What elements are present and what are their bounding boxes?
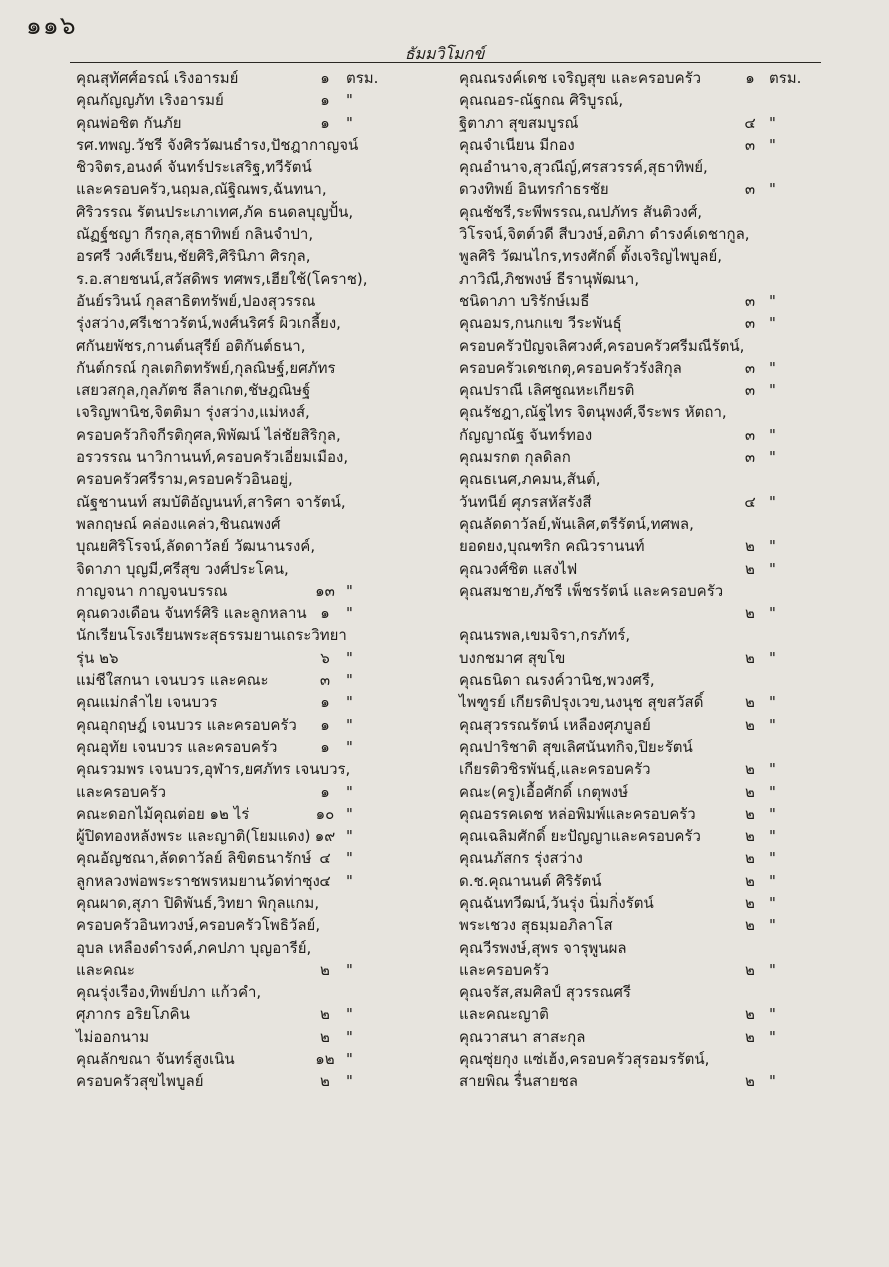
donor-name: ณัฏฐ์ชญา กีรกุล,สุธาทิพย์ กลินจำปา, <box>76 225 314 244</box>
donation-unit: ตรม. <box>346 69 379 87</box>
donor-name: พระเชวง สุธมฺมอภิลาโส <box>459 916 613 935</box>
donor-entry-row <box>459 379 829 401</box>
donor-name: คุณอุกฤษฎ์ เจนบวร และครอบครัว <box>76 715 297 734</box>
donor-entry-row <box>459 156 829 178</box>
donor-entry-row <box>76 335 448 357</box>
donor-entry-row <box>76 379 448 401</box>
donor-name: คุณฉันทวีฒน์,วันรุ่ง นิ่มกิ่งรัตน์ <box>459 893 654 912</box>
donation-amount: ๑ <box>320 69 330 87</box>
donor-name: กาญจนา กาญจนบรรณ <box>76 581 228 600</box>
donor-entry-row <box>459 758 829 780</box>
donation-amount: ๒ <box>745 1072 755 1091</box>
donation-amount: ๒ <box>745 537 755 556</box>
donor-entry-row <box>76 424 448 446</box>
donor-name: ภาวิณี,ภิชพงษ์ ธีรานุพัฒนา, <box>459 269 640 288</box>
donation-unit: " <box>346 693 353 712</box>
donation-unit: " <box>769 827 776 846</box>
donor-entry-row <box>76 714 448 736</box>
donation-amount: ๑ <box>320 782 330 801</box>
donor-name: คณะดอกไม้คุณต่อย ๑๒ ไร่ <box>76 804 250 823</box>
donor-name: รุ่น ๒๖ <box>76 648 119 667</box>
donor-list-left-column <box>76 67 448 1093</box>
donor-name: จิดาภา บุญมี,ศรีสุข วงศ์ประโคน, <box>76 559 289 578</box>
donor-name: วิโรจน์,จิตต์วดี สีบวงษ์,อติภา ดำรงค์เดชากูล, <box>459 225 750 244</box>
donation-unit: " <box>769 425 776 444</box>
donation-unit: " <box>346 782 353 801</box>
donation-unit: " <box>346 671 353 690</box>
donor-name: และครอบครัว <box>459 960 550 979</box>
donation-unit: " <box>346 91 353 110</box>
donor-name: คุณจำเนียน มีกอง <box>459 135 575 154</box>
donation-amount: ๑๐ <box>315 804 335 823</box>
donor-entry-row <box>76 847 448 869</box>
donor-entry-row <box>459 847 829 869</box>
donor-name: อรวรรณ นาวิกานนท์,ครอบครัวเอี่ยมเมือง, <box>76 448 349 467</box>
donor-entry-row <box>76 312 448 334</box>
donor-name: คุณนภัสกร รุ่งสว่าง <box>459 849 583 868</box>
donation-unit: ตรม. <box>769 69 802 87</box>
donation-unit: " <box>769 1005 776 1024</box>
donation-amount: ๓ <box>744 135 756 154</box>
donation-amount: ๓ <box>744 314 756 333</box>
donor-name: ไม่ออกนาม <box>76 1027 150 1046</box>
donation-unit: " <box>346 804 353 823</box>
donor-entry-row <box>76 535 448 557</box>
donor-name: คุณลักขณา จันทร์สูงเนิน <box>76 1050 235 1069</box>
donor-entry-row <box>76 1048 448 1070</box>
donor-name: คุณอำนาจ,สุวณีญ์,ศรสวรรค์,สุธาทิพย์, <box>459 158 708 177</box>
donor-entry-row <box>459 312 829 334</box>
donation-amount: ๓ <box>319 671 331 690</box>
donor-entry-row <box>76 892 448 914</box>
donor-name: คุณพ่อชิต กันภัย <box>76 113 182 132</box>
donor-entry-row <box>76 67 448 89</box>
donor-name: คุณณรงค์เดช เจริญสุข และครอบครัว <box>459 69 702 87</box>
donor-entry-row <box>459 401 829 423</box>
donation-unit: " <box>346 827 353 846</box>
donor-entry-row <box>76 268 448 290</box>
donor-name: นักเรียนโรงเรียนพระสุธรรมยานเถระวิทยา <box>76 626 347 645</box>
donor-name: ครอบครัวอินทวงษ์,ครอบครัวโพธิวัลย์, <box>76 916 321 935</box>
donor-entry-row <box>76 959 448 981</box>
donation-amount: ๓ <box>744 358 756 377</box>
donor-name: ศุภากร อริยโภคิน <box>76 1005 190 1024</box>
donor-name: ลูกหลวงพ่อพระราชพรหมยานวัดท่าซุง <box>76 871 320 890</box>
donation-amount: ๖ <box>320 648 330 667</box>
donation-unit: " <box>346 1005 353 1024</box>
donor-name: วันทนีย์ ศุภรสหัสรังสี <box>459 492 592 511</box>
donation-unit: " <box>769 604 776 623</box>
donor-entry-row <box>459 178 829 200</box>
donor-name: กัญญาณัฐ จันทร์ทอง <box>459 425 593 444</box>
donor-name: ไพฑูรย์ เกียรติปรุงเวข,นงนุช สุขสวัสดิ์ <box>459 693 704 712</box>
donation-amount: ๒ <box>320 1072 330 1091</box>
donation-unit: " <box>769 448 776 467</box>
donation-amount: ๒ <box>745 893 755 912</box>
donor-name: พลกฤษณ์ คล่องแคล่ว,ชินณพงศ์ <box>76 514 281 533</box>
donor-entry-row <box>459 223 829 245</box>
donation-unit: " <box>769 916 776 935</box>
donation-unit: " <box>346 581 353 600</box>
donor-name: คุณณอร-ณัฐกณ ศิริบูรณ์, <box>459 91 624 110</box>
donor-name: เจริญพานิช,จิตติมา รุ่งสว่าง,แม่หงส์, <box>76 403 310 422</box>
donation-unit: " <box>769 291 776 310</box>
donor-entry-row <box>459 669 829 691</box>
donor-name: รุ่งสว่าง,ศรีเชาวรัตน์,พงศ์นริศร์ ผิวเกลี้ยง, <box>76 314 341 333</box>
donor-entry-row <box>459 825 829 847</box>
donor-name: ศิริวรรณ รัตนประเภาเทศ,ภัค ธนดลบุญปั้น, <box>76 202 354 221</box>
donor-entry-row <box>76 981 448 1003</box>
donor-entry-row <box>76 558 448 580</box>
donation-unit: " <box>346 648 353 667</box>
donor-name: คุณดวงเดือน จันทร์ศิริ และลูกหลาน <box>76 604 307 623</box>
donor-entry-row <box>76 1026 448 1048</box>
donor-entry-row <box>76 1070 448 1092</box>
donor-name: ชิวจิตร,อนงค์ จันทร์ประเสริฐ,ทวีรัตน์ <box>76 158 312 177</box>
donation-amount: ๑๙ <box>314 827 336 846</box>
donor-entry-row <box>459 1026 829 1048</box>
donor-name: คุณอมร,กนกแข วีระพันธุ์ <box>459 314 622 333</box>
donor-name: คุณสมชาย,ภัชรี เพ็ชรรัตน์ และครอบครัว <box>459 581 724 600</box>
donor-name: ชนิดาภา บริรักษ์เมธี <box>459 291 590 310</box>
donor-entry-row <box>76 602 448 624</box>
donor-name: และคณะ <box>76 960 135 979</box>
donor-name: คุณสุทัศศ์อรณ์ เริงอารมย์ <box>76 69 239 87</box>
donor-name: คุณวาสนา สาสะกุล <box>459 1027 586 1046</box>
donor-entry-row <box>76 1003 448 1025</box>
donor-name: คณะ(ครู)เอื้อศักดิ์ เกตุพงษ์ <box>459 782 629 801</box>
donor-name: ยอดยง,บุณฑริก คณิวรานนท์ <box>459 537 645 556</box>
donation-unit: " <box>346 113 353 132</box>
donor-entry-row <box>459 691 829 713</box>
donation-unit: " <box>769 358 776 377</box>
donation-unit: " <box>769 648 776 667</box>
donor-name: คุณปราณี เลิศชูณหะเกียรติ <box>459 381 635 400</box>
donor-entry-row <box>459 647 829 669</box>
donation-amount: ๑ <box>320 715 330 734</box>
donation-unit: " <box>769 1072 776 1091</box>
donor-entry-row <box>459 803 829 825</box>
donation-unit: " <box>346 1072 353 1091</box>
donor-name: เสยวสกุล,กุลภัตช ลีลาเกต,ชัษฎณิษฐ์ <box>76 381 311 400</box>
donation-amount: ๒ <box>745 715 755 734</box>
donor-entry-row <box>76 914 448 936</box>
donation-unit: " <box>346 960 353 979</box>
donation-amount: ๒ <box>745 871 755 890</box>
donation-unit: " <box>769 113 776 132</box>
donor-entry-row <box>76 647 448 669</box>
donation-amount: ๒ <box>745 916 755 935</box>
donation-amount: ๑ <box>320 737 330 756</box>
donor-name: ร.อ.สายชนน์,สวัสดิพร ทศพร,เฮียใช้(โคราช), <box>76 269 368 288</box>
donor-name: ณัฐชานนท์ สมบัติอัญนนท์,สาริศา จารัตน์, <box>76 492 346 511</box>
donation-unit: " <box>346 849 353 868</box>
donor-entry-row <box>76 201 448 223</box>
donor-name: คุณมรกต กุลดิลก <box>459 448 571 467</box>
donation-amount: ๔ <box>744 113 756 132</box>
donation-unit: " <box>769 782 776 801</box>
donation-unit: " <box>346 604 353 623</box>
donation-unit: " <box>769 715 776 734</box>
donor-entry-row <box>76 178 448 200</box>
donor-name: ครอบครัวศรีราม,ครอบครัวอินอยู่, <box>76 470 293 489</box>
donor-entry-row <box>76 825 448 847</box>
donor-name: สายพิณ รื่นสายชล <box>459 1072 578 1091</box>
donation-amount: ๔ <box>744 492 756 511</box>
donation-unit: " <box>346 715 353 734</box>
donor-entry-row <box>459 892 829 914</box>
donor-name: คุณสุวรรณรัตน์ เหลืองศุภบูลย์ <box>459 715 651 734</box>
donor-entry-row <box>459 424 829 446</box>
donor-entry-row <box>459 714 829 736</box>
donor-entry-row <box>459 134 829 156</box>
donor-name: ศกันยพัชร,กานต์นสุรีย์ อติกันต์ธนา, <box>76 336 306 355</box>
donor-entry-row <box>459 112 829 134</box>
donor-entry-row <box>459 624 829 646</box>
donor-name: กันต์กรณ์ กุลเตกิตทรัพย์,กุลณิษฐ์,ยศภัทร <box>76 358 336 377</box>
donation-amount: ๒ <box>745 804 755 823</box>
donor-entry-row <box>459 513 829 535</box>
donor-entry-row <box>459 914 829 936</box>
donation-unit: " <box>769 804 776 823</box>
donor-entry-row <box>76 781 448 803</box>
donation-amount: ๒ <box>320 1005 330 1024</box>
donation-unit: " <box>769 871 776 890</box>
donor-name: คุณซุ่ยกุง แซ่เฮ้ง,ครอบครัวสุรอมรรัตน์, <box>459 1050 710 1069</box>
donor-name: และคณะญาติ <box>459 1005 549 1024</box>
donation-amount: ๓ <box>744 291 756 310</box>
donor-name: ครอบครัวสุขไพบูลย์ <box>76 1072 204 1091</box>
donor-name: คุณวีรพงษ์,สุพร จารุพูนผล <box>459 938 627 957</box>
donor-entry-row <box>76 134 448 156</box>
donation-unit: " <box>346 1027 353 1046</box>
donation-amount: ๓ <box>744 448 756 467</box>
donor-entry-row <box>459 1003 829 1025</box>
donor-entry-row <box>459 357 829 379</box>
donation-amount: ๒ <box>745 849 755 868</box>
donation-unit: " <box>769 760 776 779</box>
donor-name: ครอบครัวเดชเกตุ,ครอบครัวรังสิกุล <box>459 358 682 377</box>
donor-entry-row <box>76 112 448 134</box>
donor-entry-row <box>459 491 829 513</box>
donation-amount: ๓ <box>744 381 756 400</box>
donor-name: คุณลัดดาวัลย์,พันเลิศ,ตรีรัตน์,ทศพล, <box>459 514 694 533</box>
donation-unit: " <box>769 180 776 199</box>
donation-amount: ๒ <box>745 693 755 712</box>
donor-entry-row <box>459 1048 829 1070</box>
donor-name: คุณอุทัย เจนบวร และครอบครัว <box>76 737 278 756</box>
donor-name: คุณอัญชณา,ลัดดาวัลย์ ลิขิตธนารักษ์ <box>76 849 312 868</box>
donor-name: แม่ชีใสกนา เจนบวร และคณะ <box>76 671 269 690</box>
donation-unit: " <box>346 1050 353 1069</box>
donor-entry-row <box>459 870 829 892</box>
donor-entry-row <box>76 446 448 468</box>
donor-name: คุณปาริชาติ สุขเลิศนันทกิจ,ปิยะรัตน์ <box>459 737 693 756</box>
donation-unit: " <box>769 893 776 912</box>
donor-name: บุณยศิริโรจน์,ลัดดาวัลย์ วัฒนานรงค์, <box>76 537 316 556</box>
donation-amount: ๒ <box>745 782 755 801</box>
donor-entry-row <box>76 691 448 713</box>
donation-amount: ๒ <box>745 604 755 623</box>
donor-entry-row <box>76 736 448 758</box>
donor-name: คุณรวมพร เจนบวร,อุฬาร,ยศภัทร เจนบวร, <box>76 760 351 779</box>
donor-entry-row <box>76 290 448 312</box>
donor-name: คุณธนิดา ณรงค์วานิช,พวงศรี, <box>459 671 655 690</box>
donor-list-right-column <box>459 67 829 1093</box>
donor-entry-row <box>459 937 829 959</box>
donor-name: คุณรุ่งเรือง,ทิพย์ปภา แก้วคำ, <box>76 983 262 1002</box>
donation-amount: ๑๒ <box>315 1050 335 1069</box>
donation-unit: " <box>769 559 776 578</box>
donor-entry-row <box>76 401 448 423</box>
donor-name: ฐิตาภา สุขสมบูรณ์ <box>459 113 579 132</box>
donor-entry-row <box>459 268 829 290</box>
donor-entry-row <box>459 558 829 580</box>
header-rule <box>70 62 821 63</box>
donor-name: พูลศิริ วัฒนไกร,ทรงศักดิ์ ตั้งเจริญไพบูลย์, <box>459 247 723 266</box>
donor-entry-row <box>459 981 829 1003</box>
donation-amount: ๒ <box>745 559 755 578</box>
donor-name: และครอบครัว <box>76 782 167 801</box>
donor-entry-row <box>459 1070 829 1092</box>
donation-amount: ๓ <box>744 425 756 444</box>
donor-name: อันย์รวินน์ กุลสาธิตทรัพย์,ปองสุวรรณ <box>76 291 316 310</box>
donation-amount: ๒ <box>745 1027 755 1046</box>
donor-name: คุณจรัส,สมศิลป์ สุวรรณศรี <box>459 983 631 1002</box>
donor-entry-row <box>459 602 829 624</box>
donor-entry-row <box>76 357 448 379</box>
donation-amount: ๓ <box>744 180 756 199</box>
donor-name: ดวงทิพย์ อินทรกำธรชัย <box>459 180 609 199</box>
donor-name: ครอบครัวกิจกีรติกุศล,พิพัฒน์ ไล่ชัยสิริกุล, <box>76 425 341 444</box>
donation-amount: ๑ <box>745 69 755 87</box>
donation-amount: ๒ <box>745 1005 755 1024</box>
donor-entry-row <box>459 580 829 602</box>
donor-entry-row <box>76 245 448 267</box>
donor-name: คุณนรพล,เขมจิรา,กรภัทร์, <box>459 626 631 645</box>
donor-entry-row <box>459 446 829 468</box>
donor-name: คุณเฉลิมศักดิ์ ยะปัญญาและครอบครัว <box>459 827 701 846</box>
donor-entry-row <box>459 67 829 89</box>
donor-entry-row <box>76 491 448 513</box>
donation-unit: " <box>769 960 776 979</box>
donation-unit: " <box>769 381 776 400</box>
donor-entry-row <box>459 89 829 111</box>
donation-amount: ๑ <box>320 91 330 110</box>
donor-entry-row <box>76 89 448 111</box>
donor-entry-row <box>459 736 829 758</box>
donor-entry-row <box>459 535 829 557</box>
donor-name: อรศรี วงศ์เรียน,ชัยศิริ,ศิรินิภา ศิรกุล, <box>76 247 311 266</box>
donor-name: อุบล เหลืองดำรงค์,ภคปภา บุญอารีย์, <box>76 938 312 957</box>
donation-amount: ๔ <box>319 871 331 890</box>
donor-name: คุณธเนศ,ภคมน,สันต์, <box>459 470 601 489</box>
donor-entry-row <box>76 803 448 825</box>
donor-name: คุณอรรคเดช หล่อพิมพ์และครอบครัว <box>459 804 696 823</box>
donor-entry-row <box>76 669 448 691</box>
donation-unit: " <box>769 849 776 868</box>
donor-name: คุณแม่กลำไย เจนบวร <box>76 693 218 712</box>
donor-entry-row <box>76 223 448 245</box>
donor-entry-row <box>76 468 448 490</box>
donation-unit: " <box>769 135 776 154</box>
donor-name: คุณรัชฎา,ณัฐไทร จิตนุพงศ์,จีระพร หัตถา, <box>459 403 727 422</box>
donation-amount: ๒ <box>745 827 755 846</box>
donation-amount: ๒ <box>320 1027 330 1046</box>
page-number: ๑๑๖ <box>26 11 77 40</box>
donation-amount: ๒ <box>320 960 330 979</box>
donation-amount: ๒ <box>745 760 755 779</box>
donor-entry-row <box>76 937 448 959</box>
donor-entry-row <box>76 870 448 892</box>
donation-amount: ๒ <box>745 648 755 667</box>
donor-entry-row <box>459 335 829 357</box>
donation-amount: ๑ <box>320 693 330 712</box>
donor-entry-row <box>76 758 448 780</box>
donation-unit: " <box>769 693 776 712</box>
donor-entry-row <box>459 245 829 267</box>
donation-unit: " <box>346 871 353 890</box>
donor-name: ด.ช.คุณานนต์ ศิริรัตน์ <box>459 871 602 890</box>
donor-name: รศ.ทพญ.วัชรี จังศิรวัฒนธำรง,ปัชฎากาญจน์ <box>76 135 359 154</box>
donor-entry-row <box>76 513 448 535</box>
running-header-title: ธัมมวิโมกข์ <box>404 44 485 63</box>
donation-amount: ๒ <box>745 960 755 979</box>
donor-name: บงกชมาศ สุขโข <box>459 648 566 667</box>
donation-amount: ๔ <box>319 849 331 868</box>
donor-entry-row <box>76 156 448 178</box>
donation-unit: " <box>769 1027 776 1046</box>
donor-name: เกียรติวชิรพันธุ์,และครอบครัว <box>459 760 651 779</box>
donation-unit: " <box>769 314 776 333</box>
donor-entry-row <box>459 468 829 490</box>
donation-amount: ๑ <box>320 113 330 132</box>
donor-name: ครอบครัวปัญจเลิศวงศ์,ครอบครัวศรีมณีรัตน์, <box>459 336 745 355</box>
donor-name: คุณผาด,สุภา ปิดิพันธ์,วิทยา พิกุลแกม, <box>76 893 320 912</box>
donation-unit: " <box>346 737 353 756</box>
donor-name: คุณชัชรี,ระพีพรรณ,ณปภัทร สันติวงศ์, <box>459 202 703 221</box>
donation-unit: " <box>769 492 776 511</box>
donor-name: คุณวงศ์ชิต แสงไฟ <box>459 559 578 578</box>
donation-amount: ๑๓ <box>315 581 335 600</box>
donor-name: คุณกัญญภัท เริงอารมย์ <box>76 91 224 110</box>
donation-unit: " <box>769 537 776 556</box>
donor-entry-row <box>459 959 829 981</box>
donor-entry-row <box>459 290 829 312</box>
donor-name: ผู้ปิดทองหลังพระ และญาติ(โยมแดง) <box>76 827 311 846</box>
donor-entry-row <box>76 580 448 602</box>
donor-entry-row <box>459 781 829 803</box>
donation-amount: ๑ <box>320 604 330 623</box>
donor-entry-row <box>459 201 829 223</box>
donor-name: และครอบครัว,นฤมล,ณัฐิณพร,ฉันทนา, <box>76 180 327 199</box>
donor-entry-row <box>76 624 448 646</box>
